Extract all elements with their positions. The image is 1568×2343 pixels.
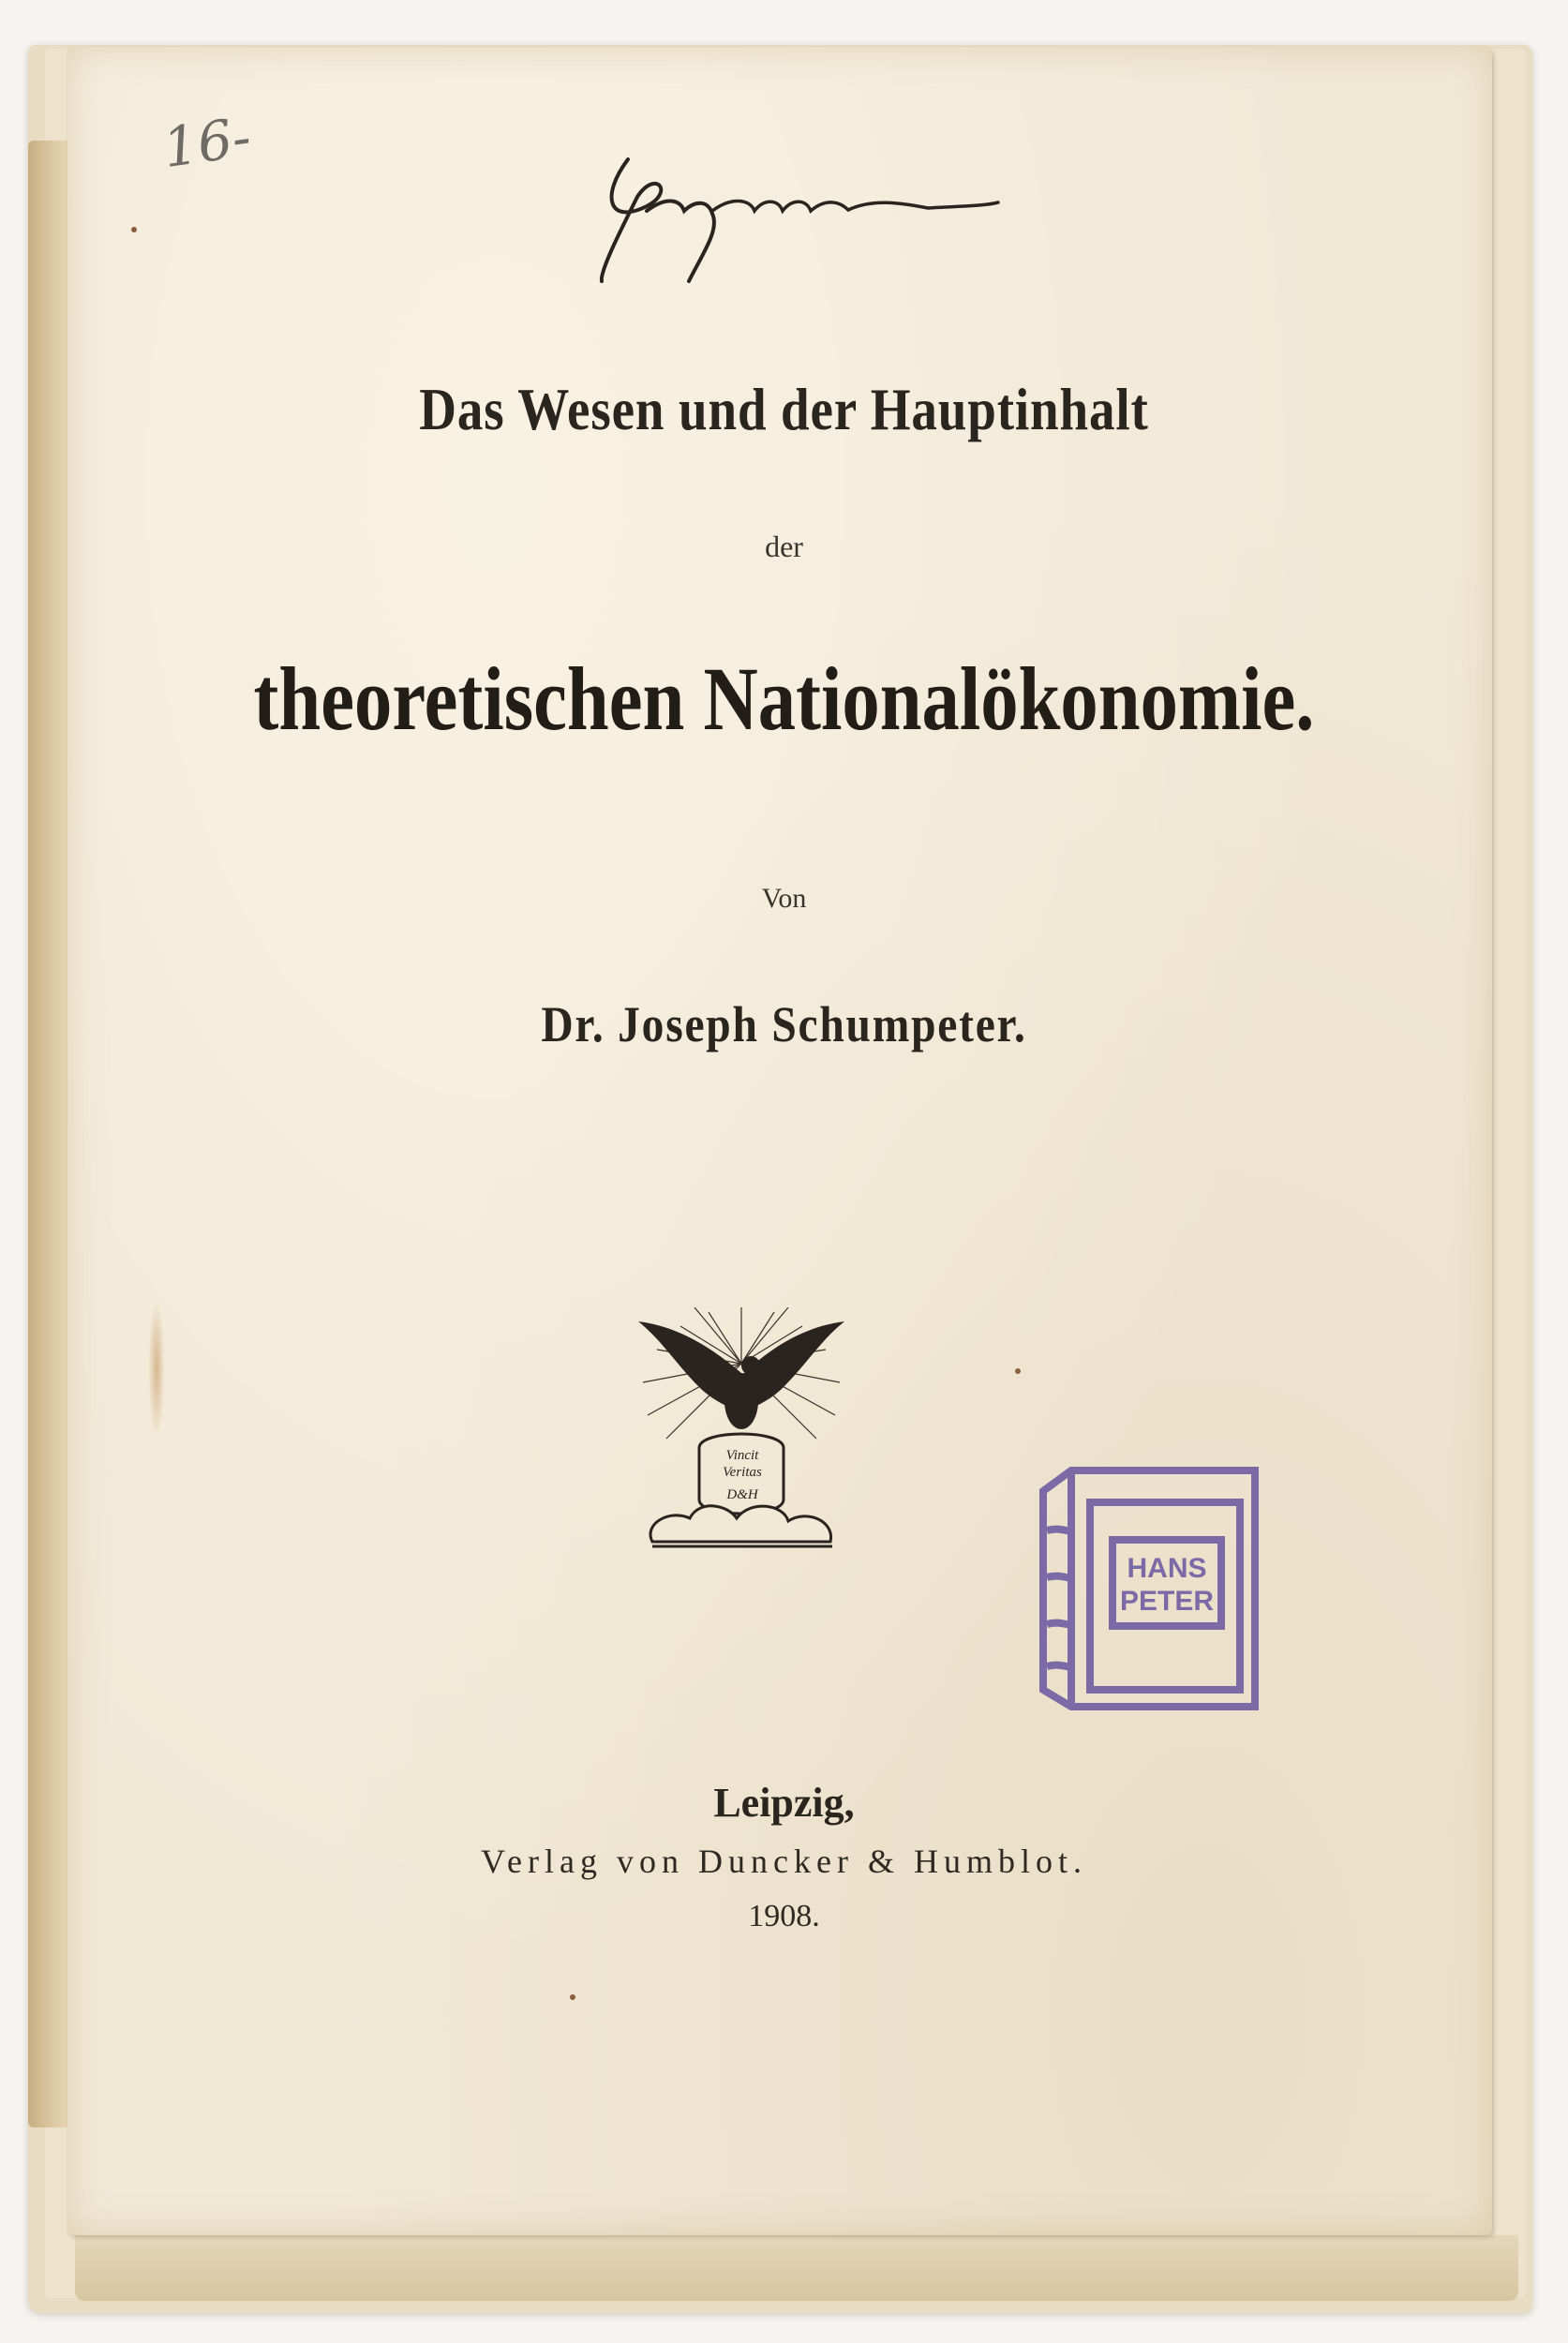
emblem-motto-2: Veritas: [723, 1465, 762, 1480]
title-connector: der: [765, 530, 803, 563]
title-line-2: theoretischen Nationalökonomie.: [253, 649, 1315, 749]
publisher-eagle-emblem-icon: [634, 1307, 849, 1560]
imprint-publisher: Verlag von Duncker & Humblot.: [481, 1843, 1087, 1880]
emblem-motto-1: Vincit: [725, 1448, 759, 1463]
handwritten-signature: [590, 141, 1003, 291]
ink-speck: [570, 1994, 575, 2000]
foxing-stain: [148, 1298, 165, 1439]
imprint-year: 1908.: [748, 1899, 820, 1933]
ink-speck: [1015, 1368, 1021, 1374]
stamp-text-line-2: PETER: [1119, 1586, 1215, 1617]
author-name: Dr. Joseph Schumpeter.: [541, 996, 1027, 1052]
page-bottom-edges: [75, 2235, 1518, 2301]
ink-speck: [131, 227, 137, 232]
emblem-monogram: D&H: [726, 1487, 758, 1502]
pencil-price-note: 16-: [158, 104, 255, 181]
library-book-stamp-icon: [1034, 1465, 1264, 1716]
stamp-text-line-1: HANS: [1127, 1553, 1207, 1584]
byline-von: Von: [761, 883, 807, 914]
imprint-place: Leipzig,: [713, 1780, 855, 1826]
title-line-1: Das Wesen und der Hauptinhalt: [419, 376, 1149, 442]
spine-edge: [28, 141, 69, 2127]
